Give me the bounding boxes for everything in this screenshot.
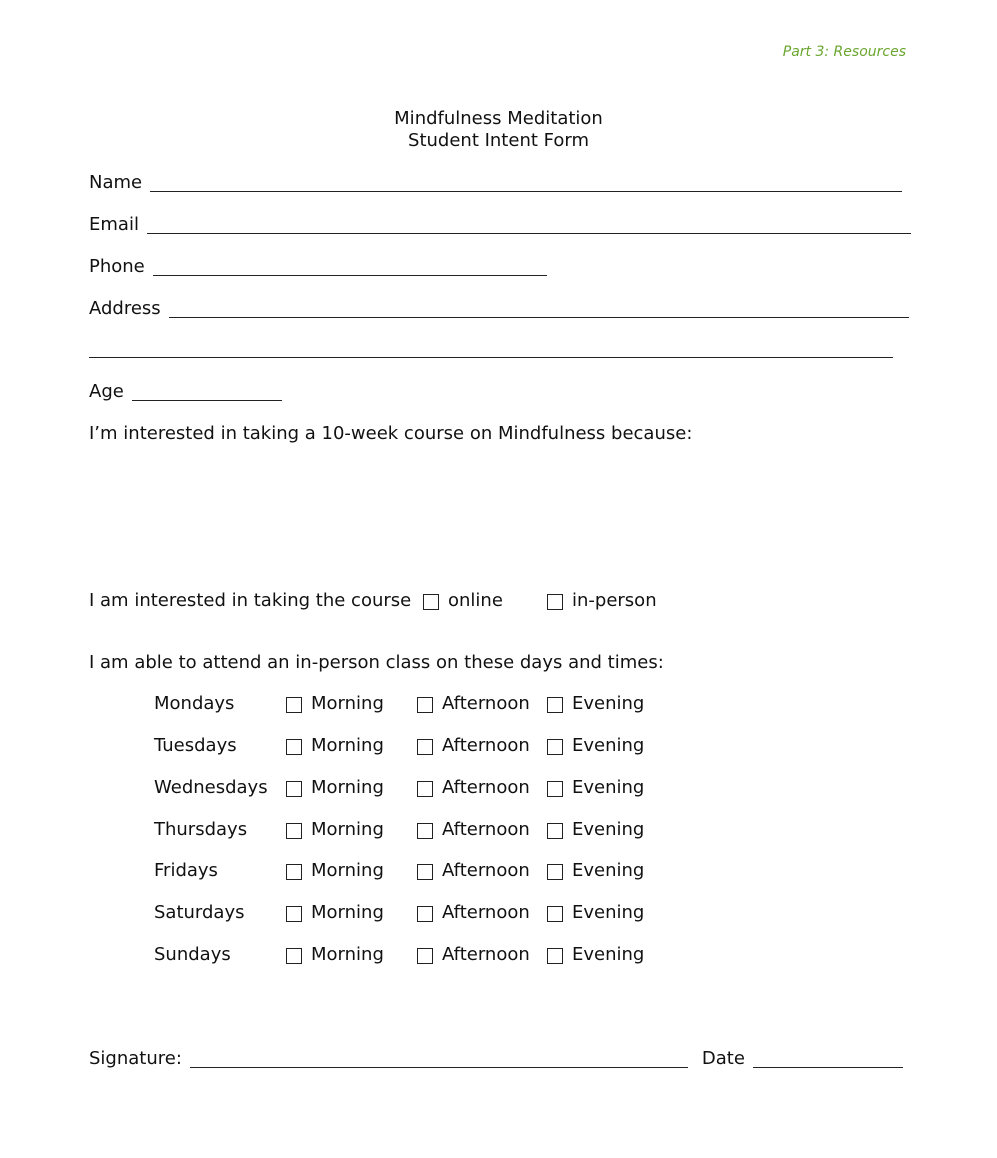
mondays-morning[interactable] [286, 693, 384, 715]
age-label: Age [89, 381, 124, 402]
signature-label: Signature: [89, 1048, 182, 1069]
checkbox[interactable] [547, 823, 563, 839]
address-label: Address [89, 298, 161, 319]
in-person-label: in-person [572, 590, 657, 611]
saturdays-afternoon[interactable] [417, 902, 530, 924]
checkbox[interactable] [547, 864, 563, 880]
address-row-2 [89, 340, 893, 360]
time-label: Morning [311, 944, 384, 965]
time-label: Afternoon [442, 860, 530, 881]
phone-field[interactable] [153, 258, 547, 276]
email-field[interactable] [147, 216, 911, 234]
time-label: Afternoon [442, 735, 530, 756]
day-label: Tuesdays [154, 735, 237, 756]
email-row [89, 214, 911, 236]
schedule-prompt: I am able to attend an in-person class on these days and times: [89, 652, 664, 673]
time-label: Afternoon [442, 819, 530, 840]
name-row [89, 172, 902, 194]
name-field[interactable] [150, 174, 902, 192]
time-label: Evening [572, 860, 645, 881]
checkbox[interactable] [286, 697, 302, 713]
date-label: Date [701, 1048, 745, 1069]
checkbox[interactable] [547, 948, 563, 964]
sundays-evening[interactable] [547, 944, 644, 966]
checkbox[interactable] [286, 781, 302, 797]
time-label: Afternoon [442, 944, 530, 965]
checkbox[interactable] [286, 739, 302, 755]
tuesdays-morning[interactable] [286, 735, 384, 757]
title-line-1: Mindfulness Meditation [394, 108, 603, 129]
day-label: Fridays [154, 860, 218, 881]
signature-field[interactable] [190, 1050, 688, 1068]
checkbox[interactable] [286, 864, 302, 880]
mondays-evening[interactable] [547, 693, 644, 715]
saturdays-evening[interactable] [547, 902, 644, 924]
age-field[interactable] [132, 383, 282, 401]
time-label: Evening [572, 735, 645, 756]
thursdays-morning[interactable] [286, 819, 384, 841]
checkbox[interactable] [417, 864, 433, 880]
sundays-afternoon[interactable] [417, 944, 530, 966]
wednesdays-evening[interactable] [547, 777, 644, 799]
day-label: Mondays [154, 693, 235, 714]
in-person-checkbox[interactable] [547, 594, 563, 610]
checkbox[interactable] [417, 739, 433, 755]
fridays-evening[interactable] [547, 860, 644, 882]
day-label: Saturdays [154, 902, 245, 923]
mondays-afternoon[interactable] [417, 693, 530, 715]
thursdays-afternoon[interactable] [417, 819, 530, 841]
checkbox[interactable] [417, 906, 433, 922]
interest-prompt: I’m interested in taking a 10-week course on Mindfulness because: [89, 423, 693, 444]
phone-label: Phone [89, 256, 145, 277]
time-label: Morning [311, 777, 384, 798]
tuesdays-evening[interactable] [547, 735, 644, 757]
fridays-afternoon[interactable] [417, 860, 530, 882]
address-field[interactable] [169, 300, 909, 318]
date-field[interactable] [753, 1050, 903, 1068]
time-label: Morning [311, 819, 384, 840]
checkbox[interactable] [547, 739, 563, 755]
checkbox[interactable] [417, 823, 433, 839]
time-label: Evening [572, 819, 645, 840]
checkbox[interactable] [286, 906, 302, 922]
checkbox[interactable] [286, 823, 302, 839]
sundays-morning[interactable] [286, 944, 384, 966]
day-label: Sundays [154, 944, 231, 965]
time-label: Evening [572, 777, 645, 798]
wednesdays-morning[interactable] [286, 777, 384, 799]
form-title [0, 108, 997, 152]
checkbox[interactable] [547, 906, 563, 922]
fridays-morning[interactable] [286, 860, 384, 882]
checkbox[interactable] [417, 948, 433, 964]
phone-row [89, 256, 547, 278]
checkbox[interactable] [286, 948, 302, 964]
time-label: Morning [311, 693, 384, 714]
time-label: Evening [572, 693, 645, 714]
signature-row [89, 1048, 903, 1070]
time-label: Morning [311, 860, 384, 881]
online-option[interactable] [423, 590, 503, 612]
wednesdays-afternoon[interactable] [417, 777, 530, 799]
time-label: Morning [311, 735, 384, 756]
title-line-2: Student Intent Form [408, 130, 589, 151]
time-label: Evening [572, 902, 645, 923]
time-label: Evening [572, 944, 645, 965]
address-field-2[interactable] [89, 340, 893, 358]
checkbox[interactable] [547, 781, 563, 797]
day-label: Wednesdays [154, 777, 268, 798]
online-checkbox[interactable] [423, 594, 439, 610]
checkbox[interactable] [547, 697, 563, 713]
checkbox[interactable] [417, 697, 433, 713]
section-header: Part 3: Resources [782, 44, 906, 60]
address-row [89, 298, 909, 320]
time-label: Afternoon [442, 693, 530, 714]
tuesdays-afternoon[interactable] [417, 735, 530, 757]
thursdays-evening[interactable] [547, 819, 644, 841]
format-prompt: I am interested in taking the course [89, 590, 412, 611]
age-row [89, 381, 282, 403]
in-person-option[interactable] [547, 590, 657, 612]
saturdays-morning[interactable] [286, 902, 384, 924]
time-label: Morning [311, 902, 384, 923]
checkbox[interactable] [417, 781, 433, 797]
time-label: Afternoon [442, 777, 530, 798]
name-label: Name [89, 172, 143, 193]
day-label: Thursdays [154, 819, 248, 840]
email-label: Email [89, 214, 139, 235]
time-label: Afternoon [442, 902, 530, 923]
online-label: online [448, 590, 503, 611]
